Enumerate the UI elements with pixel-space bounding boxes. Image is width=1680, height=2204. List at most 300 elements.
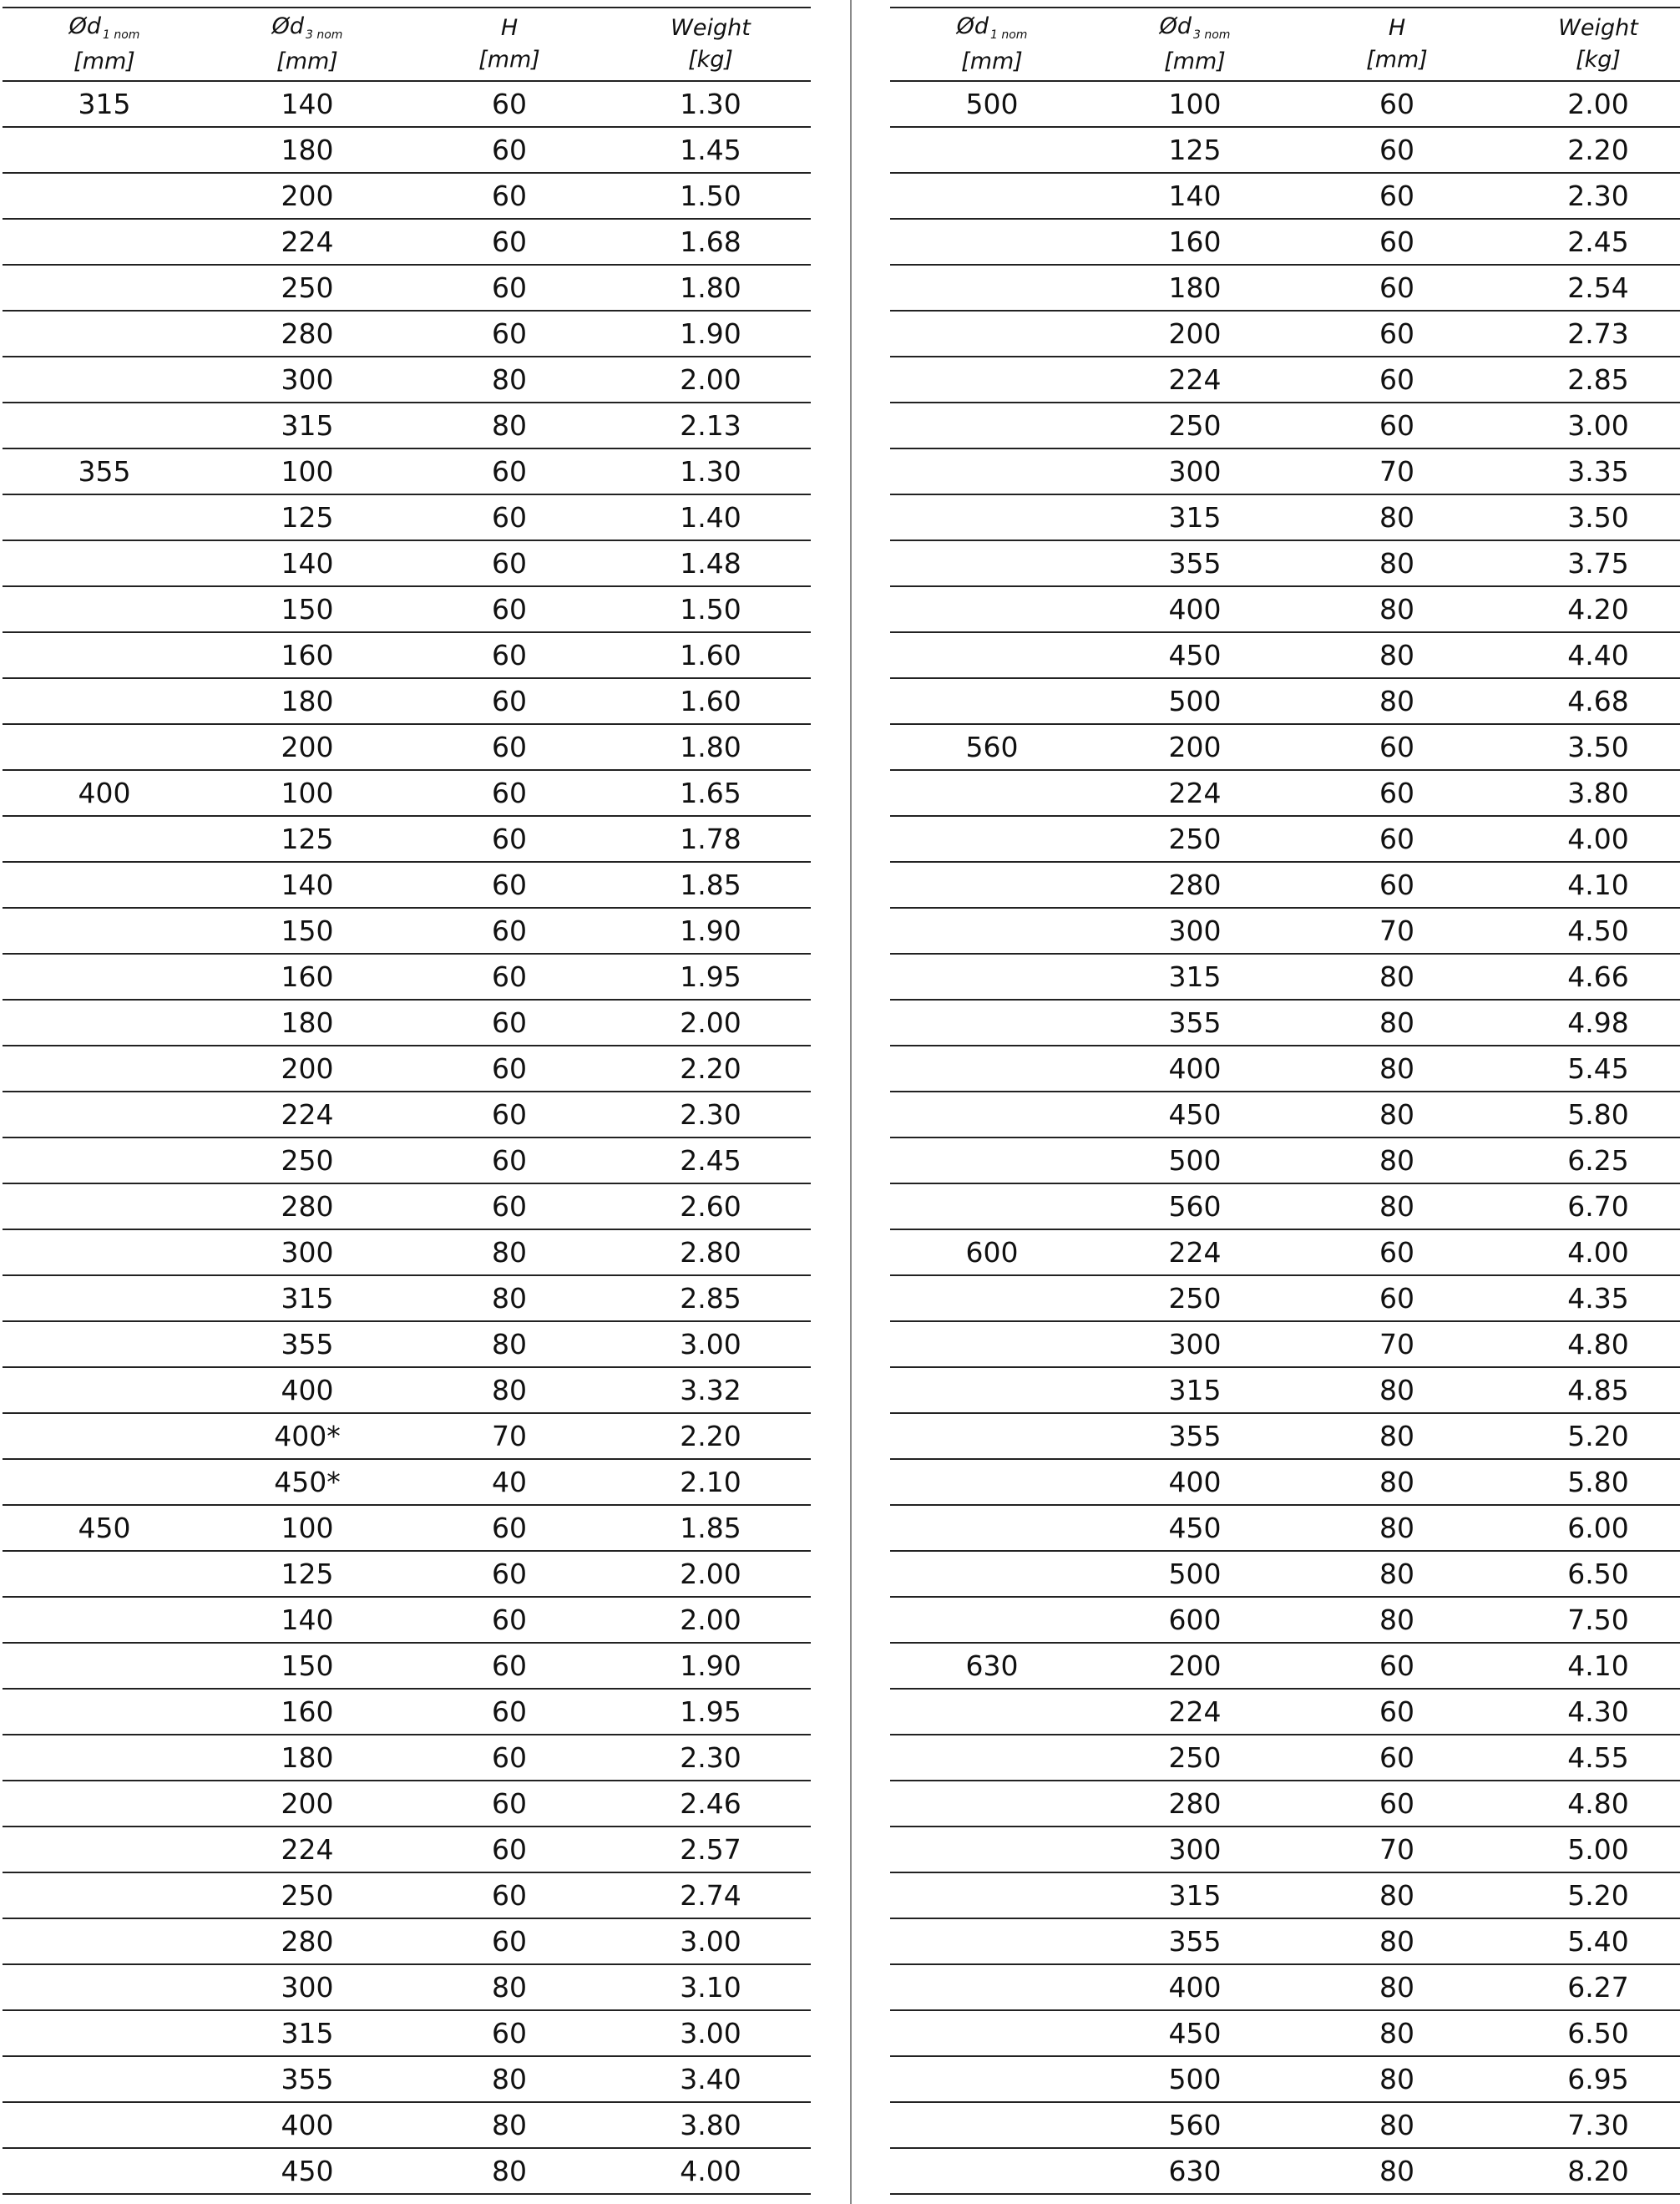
cell-weight: 2.60 <box>610 1183 811 1229</box>
cell-weight: 3.75 <box>1498 540 1680 586</box>
cell-weight: 1.95 <box>610 954 811 1000</box>
cell-weight: 1.80 <box>610 724 811 770</box>
table-row <box>3 954 811 1000</box>
cell-d1-nom <box>3 540 206 586</box>
cell-h: 60 <box>408 173 610 219</box>
cell-d3-nom: 300 <box>1094 1827 1296 1872</box>
cell-weight: 5.80 <box>1498 1092 1680 1137</box>
cell-d3-nom: 560 <box>1094 1183 1296 1229</box>
table-row <box>3 1505 811 1551</box>
table-row <box>890 632 1680 678</box>
cell-h: 80 <box>1296 1000 1498 1046</box>
cell-d1-nom <box>3 219 206 265</box>
header-weight-symbol: Weight <box>670 15 751 41</box>
cell-weight: 6.70 <box>1498 1183 1680 1229</box>
cell-weight: 1.85 <box>610 1505 811 1551</box>
cell-weight: 6.00 <box>1498 1505 1680 1551</box>
cell-weight: 2.80 <box>610 1229 811 1275</box>
table-body-left <box>3 81 811 2194</box>
cell-d1-nom <box>3 632 206 678</box>
cell-h: 60 <box>408 540 610 586</box>
header-d1-unit: [mm] <box>73 48 135 74</box>
cell-d1-nom <box>3 311 206 357</box>
cell-weight: 3.80 <box>1498 770 1680 816</box>
cell-d3-nom: 180 <box>206 678 408 724</box>
cell-weight: 1.40 <box>610 494 811 540</box>
header-row <box>3 8 811 81</box>
cell-d1-nom <box>890 2010 1094 2056</box>
cell-d1-nom <box>890 1781 1094 1827</box>
header-d1-symbol: Ød <box>956 13 989 39</box>
cell-weight: 4.66 <box>1498 954 1680 1000</box>
cell-d1-nom <box>890 403 1094 448</box>
cell-h: 60 <box>1296 311 1498 357</box>
cell-h: 80 <box>1296 1964 1498 2010</box>
cell-h: 80 <box>1296 2102 1498 2148</box>
cell-d3-nom: 315 <box>206 403 408 448</box>
cell-h: 60 <box>1296 770 1498 816</box>
cell-h: 80 <box>408 1367 610 1413</box>
cell-d1-nom: 600 <box>890 1229 1094 1275</box>
cell-d1-nom <box>890 173 1094 219</box>
table-row <box>890 1137 1680 1183</box>
cell-d3-nom: 500 <box>1094 1137 1296 1183</box>
table-row <box>890 1964 1680 2010</box>
cell-d1-nom <box>3 1413 206 1459</box>
cell-weight: 2.73 <box>1498 311 1680 357</box>
table-row <box>3 1321 811 1367</box>
cell-d1-nom <box>890 1505 1094 1551</box>
cell-d1-nom <box>3 1689 206 1735</box>
cell-d3-nom: 315 <box>1094 954 1296 1000</box>
cell-weight: 3.00 <box>610 2010 811 2056</box>
cell-weight: 3.00 <box>610 1321 811 1367</box>
cell-d3-nom: 355 <box>1094 1918 1296 1964</box>
cell-weight: 1.68 <box>610 219 811 265</box>
table-row <box>3 173 811 219</box>
cell-weight: 3.32 <box>610 1367 811 1413</box>
table-row <box>890 311 1680 357</box>
cell-weight: 1.45 <box>610 127 811 173</box>
cell-h: 60 <box>1296 816 1498 862</box>
table-row <box>890 862 1680 908</box>
cell-d1-nom <box>3 403 206 448</box>
cell-h: 80 <box>1296 1459 1498 1505</box>
cell-d3-nom: 160 <box>1094 219 1296 265</box>
right-table-panel <box>890 7 1680 2195</box>
cell-h: 80 <box>1296 2010 1498 2056</box>
table-row <box>890 586 1680 632</box>
header-h-symbol: H <box>1388 15 1406 41</box>
header-d1-subscript: 1 nom <box>989 28 1028 42</box>
table-row <box>890 173 1680 219</box>
table-row <box>890 219 1680 265</box>
cell-d1-nom <box>3 862 206 908</box>
cell-weight: 5.20 <box>1498 1872 1680 1918</box>
cell-h: 60 <box>408 954 610 1000</box>
table-row <box>3 403 811 448</box>
cell-d1-nom <box>3 1918 206 1964</box>
cell-d1-nom <box>3 494 206 540</box>
cell-d3-nom: 224 <box>1094 1229 1296 1275</box>
table-row <box>3 908 811 954</box>
table-row <box>3 1413 811 1459</box>
table-row <box>3 1551 811 1597</box>
cell-weight: 4.10 <box>1498 1643 1680 1689</box>
cell-d3-nom: 224 <box>206 219 408 265</box>
cell-d3-nom: 250 <box>1094 1735 1296 1781</box>
table-row <box>3 1459 811 1505</box>
cell-d1-nom <box>3 1735 206 1781</box>
cell-h: 60 <box>1296 265 1498 311</box>
table-row <box>890 1827 1680 1872</box>
cell-weight: 3.00 <box>610 1918 811 1964</box>
cell-weight: 2.20 <box>610 1413 811 1459</box>
cell-h: 60 <box>408 1137 610 1183</box>
cell-d3-nom: 200 <box>1094 311 1296 357</box>
cell-h: 60 <box>408 1046 610 1092</box>
cell-weight: 1.60 <box>610 678 811 724</box>
cell-d3-nom: 280 <box>206 311 408 357</box>
cell-d1-nom <box>890 219 1094 265</box>
table-row <box>3 1046 811 1092</box>
cell-weight: 1.95 <box>610 1689 811 1735</box>
cell-d1-nom <box>890 1046 1094 1092</box>
table-body-right <box>890 81 1680 2194</box>
cell-d3-nom: 400 <box>1094 586 1296 632</box>
header-h-symbol: H <box>500 15 519 41</box>
header-weight-unit: [kg] <box>1576 47 1621 73</box>
table-row <box>890 1551 1680 1597</box>
cell-h: 80 <box>1296 1092 1498 1137</box>
table-row <box>890 127 1680 173</box>
header-d3-subscript: 3 nom <box>305 28 343 42</box>
cell-d1-nom <box>890 1689 1094 1735</box>
cell-h: 70 <box>1296 1827 1498 1872</box>
cell-d3-nom: 160 <box>206 954 408 1000</box>
cell-weight: 2.85 <box>1498 357 1680 403</box>
cell-weight: 4.98 <box>1498 1000 1680 1046</box>
cell-d3-nom: 125 <box>1094 127 1296 173</box>
cell-d1-nom <box>3 1275 206 1321</box>
cell-weight: 2.20 <box>610 1046 811 1092</box>
cell-weight: 1.80 <box>610 265 811 311</box>
cell-d1-nom: 560 <box>890 724 1094 770</box>
cell-h: 80 <box>408 1321 610 1367</box>
cell-h: 70 <box>1296 1321 1498 1367</box>
cell-h: 60 <box>408 1551 610 1597</box>
table-row <box>890 954 1680 1000</box>
table-row <box>3 1229 811 1275</box>
cell-d3-nom: 280 <box>1094 862 1296 908</box>
table-row <box>3 586 811 632</box>
cell-weight: 1.48 <box>610 540 811 586</box>
cell-h: 80 <box>408 357 610 403</box>
cell-weight: 3.40 <box>610 2056 811 2102</box>
cell-weight: 3.50 <box>1498 724 1680 770</box>
cell-h: 60 <box>408 586 610 632</box>
cell-d1-nom <box>890 1827 1094 1872</box>
cell-weight: 5.40 <box>1498 1918 1680 1964</box>
cell-h: 80 <box>1296 2148 1498 2194</box>
cell-d3-nom: 250 <box>1094 403 1296 448</box>
cell-d1-nom: 400 <box>3 770 206 816</box>
cell-d3-nom: 560 <box>1094 2102 1296 2148</box>
cell-d3-nom: 224 <box>1094 770 1296 816</box>
table-row <box>890 1872 1680 1918</box>
cell-d1-nom <box>890 1735 1094 1781</box>
cell-weight: 1.90 <box>610 1643 811 1689</box>
cell-d1-nom <box>890 2102 1094 2148</box>
table-row <box>890 2056 1680 2102</box>
cell-weight: 2.57 <box>610 1827 811 1872</box>
cell-d3-nom: 100 <box>206 770 408 816</box>
cell-d1-nom <box>890 954 1094 1000</box>
cell-d3-nom: 400 <box>206 1367 408 1413</box>
cell-weight: 2.54 <box>1498 265 1680 311</box>
cell-weight: 4.00 <box>1498 1229 1680 1275</box>
header-d1-symbol: Ød <box>68 13 101 39</box>
cell-h: 60 <box>408 770 610 816</box>
cell-h: 70 <box>1296 908 1498 954</box>
cell-weight: 2.45 <box>1498 219 1680 265</box>
table-row <box>890 265 1680 311</box>
cell-d3-nom: 355 <box>1094 540 1296 586</box>
cell-h: 60 <box>408 494 610 540</box>
cell-d1-nom <box>890 632 1094 678</box>
cell-d1-nom <box>3 816 206 862</box>
cell-d1-nom <box>890 1597 1094 1643</box>
cell-weight: 1.65 <box>610 770 811 816</box>
cell-weight: 5.20 <box>1498 1413 1680 1459</box>
table-row <box>890 724 1680 770</box>
cell-h: 60 <box>408 1689 610 1735</box>
cell-d3-nom: 140 <box>206 540 408 586</box>
cell-weight: 2.00 <box>1498 81 1680 127</box>
cell-d3-nom: 224 <box>206 1827 408 1872</box>
cell-d1-nom <box>890 265 1094 311</box>
cell-d3-nom: 100 <box>206 448 408 494</box>
table-row <box>890 1229 1680 1275</box>
header-h <box>1296 8 1498 81</box>
cell-d3-nom: 200 <box>206 1046 408 1092</box>
header-d3-subscript: 3 nom <box>1192 28 1231 42</box>
dimensions-table-right <box>890 7 1680 2195</box>
cell-d3-nom: 250 <box>1094 1275 1296 1321</box>
cell-weight: 4.00 <box>610 2148 811 2194</box>
cell-d3-nom: 150 <box>206 586 408 632</box>
cell-weight: 3.80 <box>610 2102 811 2148</box>
table-row <box>3 2010 811 2056</box>
table-row <box>890 1092 1680 1137</box>
cell-d3-nom: 125 <box>206 1551 408 1597</box>
cell-weight: 3.50 <box>1498 494 1680 540</box>
cell-weight: 7.30 <box>1498 2102 1680 2148</box>
cell-d1-nom <box>3 1459 206 1505</box>
table-row <box>3 1918 811 1964</box>
cell-d1-nom <box>890 1872 1094 1918</box>
table-row <box>3 632 811 678</box>
cell-d1-nom <box>890 586 1094 632</box>
table-row <box>3 1689 811 1735</box>
cell-h: 60 <box>408 1597 610 1643</box>
cell-d1-nom: 450 <box>3 1505 206 1551</box>
cell-d3-nom: 250 <box>1094 816 1296 862</box>
table-row <box>890 1413 1680 1459</box>
cell-d1-nom <box>890 678 1094 724</box>
table-row <box>890 2102 1680 2148</box>
cell-d1-nom <box>890 2056 1094 2102</box>
cell-d3-nom: 315 <box>1094 1367 1296 1413</box>
table-row <box>3 1643 811 1689</box>
cell-h: 60 <box>408 127 610 173</box>
cell-d3-nom: 250 <box>206 1872 408 1918</box>
cell-weight: 1.50 <box>610 586 811 632</box>
cell-h: 60 <box>1296 127 1498 173</box>
cell-h: 60 <box>1296 1689 1498 1735</box>
cell-weight: 2.45 <box>610 1137 811 1183</box>
table-row <box>3 127 811 173</box>
table-row <box>3 678 811 724</box>
table-row <box>3 265 811 311</box>
cell-d3-nom: 450 <box>1094 2010 1296 2056</box>
cell-h: 60 <box>1296 724 1498 770</box>
cell-d3-nom: 315 <box>206 1275 408 1321</box>
cell-h: 60 <box>408 724 610 770</box>
cell-d1-nom <box>3 586 206 632</box>
cell-weight: 5.00 <box>1498 1827 1680 1872</box>
cell-weight: 4.20 <box>1498 586 1680 632</box>
cell-weight: 4.30 <box>1498 1689 1680 1735</box>
table-row <box>3 1781 811 1827</box>
cell-h: 80 <box>1296 1137 1498 1183</box>
cell-weight: 2.46 <box>610 1781 811 1827</box>
column-divider <box>850 0 852 2204</box>
header-d3-nom <box>206 8 408 81</box>
cell-h: 60 <box>408 1735 610 1781</box>
cell-h: 60 <box>408 81 610 127</box>
cell-d1-nom <box>3 1092 206 1137</box>
cell-h: 80 <box>1296 1046 1498 1092</box>
cell-h: 80 <box>408 2148 610 2194</box>
cell-d3-nom: 315 <box>206 2010 408 2056</box>
cell-h: 60 <box>408 1781 610 1827</box>
header-h <box>408 8 610 81</box>
cell-d3-nom: 400* <box>206 1413 408 1459</box>
table-row <box>3 1092 811 1137</box>
cell-d3-nom: 355 <box>1094 1413 1296 1459</box>
header-d3-nom <box>1094 8 1296 81</box>
header-weight-symbol: Weight <box>1558 15 1638 41</box>
cell-d3-nom: 300 <box>206 357 408 403</box>
cell-d1-nom <box>3 265 206 311</box>
cell-d3-nom: 280 <box>1094 1781 1296 1827</box>
cell-d1-nom <box>890 1413 1094 1459</box>
cell-h: 60 <box>1296 219 1498 265</box>
header-d3-symbol: Ød <box>271 13 304 39</box>
cell-h: 60 <box>1296 1275 1498 1321</box>
table-row <box>3 357 811 403</box>
table-row <box>890 2010 1680 2056</box>
cell-h: 40 <box>408 1459 610 1505</box>
cell-d1-nom <box>890 1183 1094 1229</box>
table-row <box>890 1643 1680 1689</box>
table-row <box>890 494 1680 540</box>
cell-d1-nom <box>3 678 206 724</box>
table-row <box>3 81 811 127</box>
table-row <box>3 1964 811 2010</box>
table-row <box>890 2148 1680 2194</box>
cell-weight: 1.90 <box>610 908 811 954</box>
table-row <box>890 770 1680 816</box>
cell-d1-nom <box>3 1321 206 1367</box>
cell-d3-nom: 300 <box>1094 908 1296 954</box>
cell-d1-nom <box>890 357 1094 403</box>
cell-d3-nom: 500 <box>1094 2056 1296 2102</box>
cell-d3-nom: 250 <box>206 1137 408 1183</box>
cell-h: 60 <box>1296 357 1498 403</box>
cell-weight: 4.80 <box>1498 1321 1680 1367</box>
cell-weight: 2.74 <box>610 1872 811 1918</box>
left-table-panel <box>3 7 811 2195</box>
table-row <box>3 448 811 494</box>
cell-d3-nom: 450* <box>206 1459 408 1505</box>
table-row <box>3 770 811 816</box>
cell-weight: 2.85 <box>610 1275 811 1321</box>
cell-h: 80 <box>1296 1413 1498 1459</box>
cell-d1-nom <box>3 2148 206 2194</box>
cell-d1-nom <box>3 1781 206 1827</box>
cell-h: 80 <box>1296 586 1498 632</box>
table-row <box>3 540 811 586</box>
cell-h: 80 <box>1296 678 1498 724</box>
table-row <box>3 1597 811 1643</box>
cell-h: 60 <box>408 311 610 357</box>
cell-weight: 6.27 <box>1498 1964 1680 2010</box>
cell-d3-nom: 280 <box>206 1918 408 1964</box>
cell-h: 60 <box>408 1827 610 1872</box>
header-row <box>890 8 1680 81</box>
table-row <box>3 1183 811 1229</box>
cell-h: 80 <box>1296 1505 1498 1551</box>
header-d1-unit: [mm] <box>961 48 1023 74</box>
cell-h: 60 <box>408 1092 610 1137</box>
table-row <box>3 724 811 770</box>
cell-d3-nom: 100 <box>1094 81 1296 127</box>
header-d3-symbol: Ød <box>1159 13 1192 39</box>
cell-h: 60 <box>408 1643 610 1689</box>
cell-weight: 2.10 <box>610 1459 811 1505</box>
cell-d1-nom <box>3 1964 206 2010</box>
cell-h: 80 <box>1296 954 1498 1000</box>
cell-h: 60 <box>408 1918 610 1964</box>
cell-h: 80 <box>1296 1918 1498 1964</box>
cell-d3-nom: 355 <box>206 1321 408 1367</box>
cell-d1-nom <box>890 770 1094 816</box>
cell-d3-nom: 450 <box>1094 1092 1296 1137</box>
header-h-unit: [mm] <box>478 47 540 73</box>
cell-h: 60 <box>1296 173 1498 219</box>
header-d3-unit: [mm] <box>1164 48 1226 74</box>
cell-d1-nom <box>890 1321 1094 1367</box>
cell-weight: 2.30 <box>610 1735 811 1781</box>
cell-d3-nom: 315 <box>1094 494 1296 540</box>
cell-d1-nom <box>890 1459 1094 1505</box>
table-row <box>3 1735 811 1781</box>
cell-h: 60 <box>1296 1781 1498 1827</box>
cell-h: 80 <box>1296 632 1498 678</box>
cell-d1-nom <box>3 908 206 954</box>
